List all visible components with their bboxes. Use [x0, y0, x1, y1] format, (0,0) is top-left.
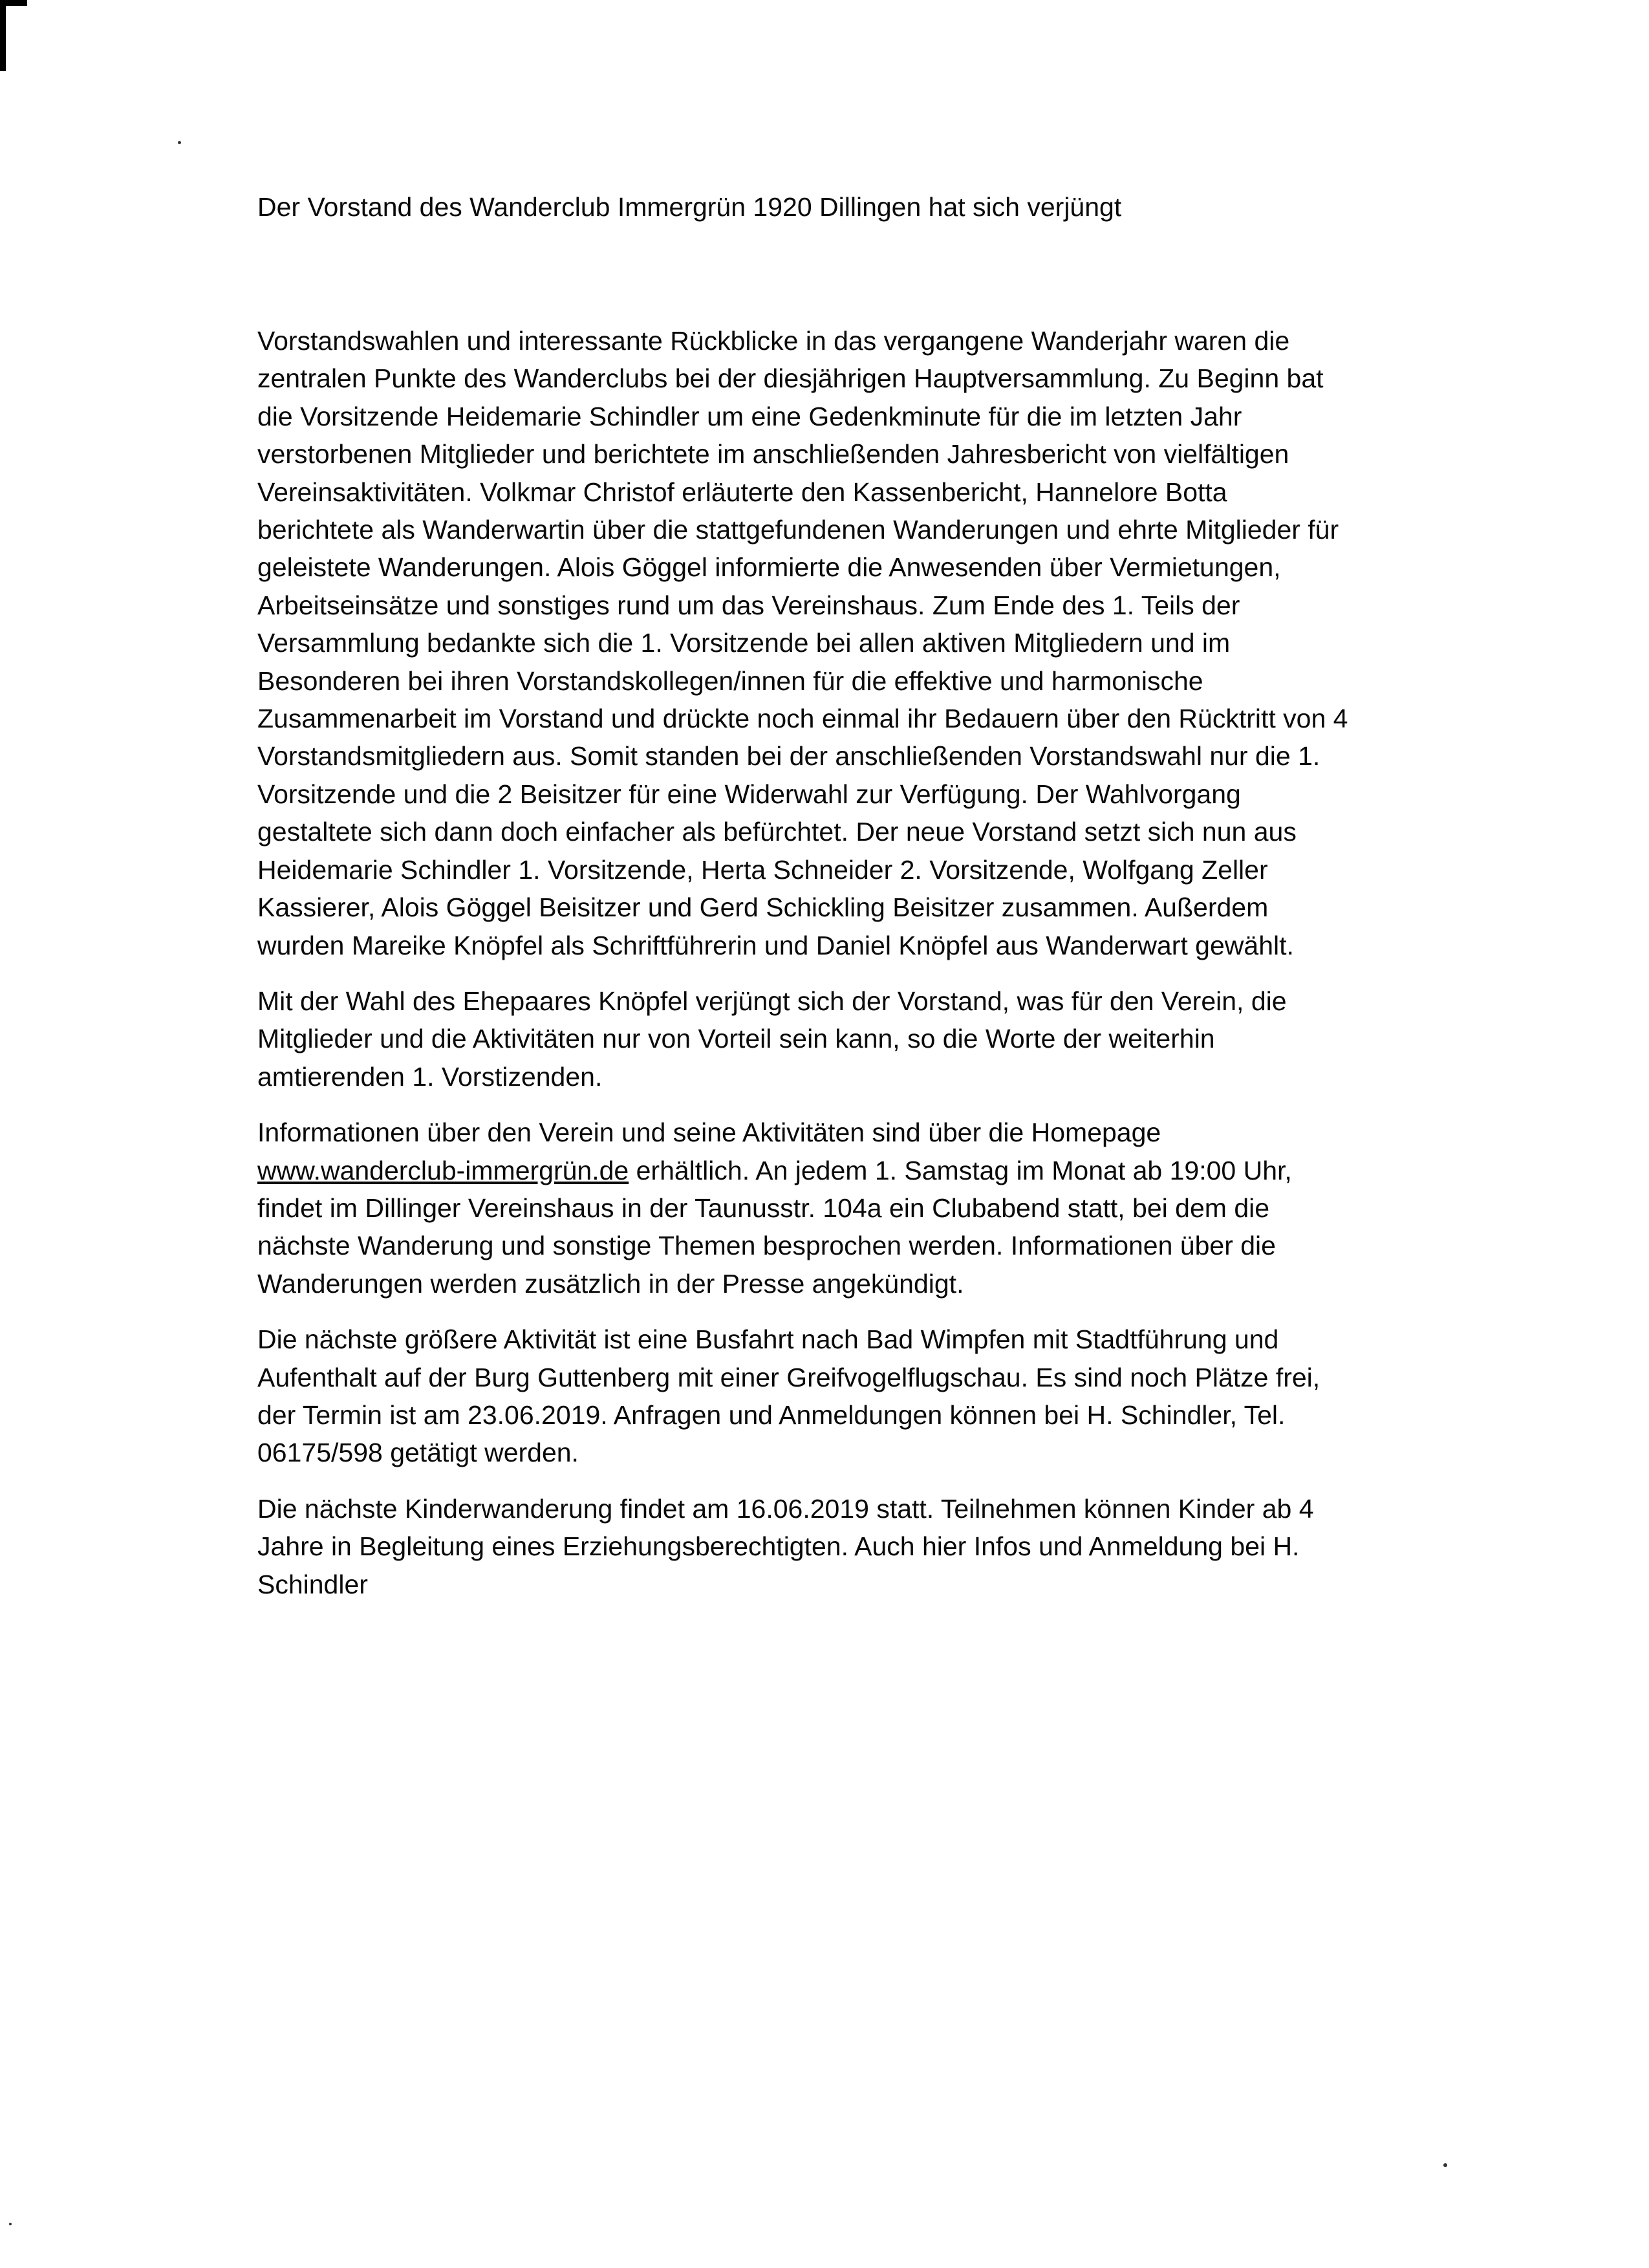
paragraph-club-info	[257, 1114, 1473, 1302]
text-line: Aufenthalt auf der Burg Guttenberg mit einer Greifvogelflugschau. Es sind noch Plätze frei,	[257, 1362, 1320, 1392]
document-title: Der Vorstand des Wanderclub Immergrün 1920 Dillingen hat sich verjüngt	[257, 192, 1122, 222]
text-line: Arbeitseinsätze und sonstiges rund um das Vereinshaus. Zum Ende des 1. Teils der	[257, 590, 1240, 620]
paragraph-bus-trip	[257, 1321, 1473, 1472]
paragraph-kids-hike	[257, 1490, 1473, 1603]
text-line: Informationen über den Verein und seine Aktivitäten sind über die Homepage	[257, 1118, 1161, 1148]
text-line: Mit der Wahl des Ehepaares Knöpfel verjüngt sich der Vorstand, was für den Verein, die	[257, 986, 1287, 1016]
text-line: Vorstandsmitgliedern aus. Somit standen bei der anschließenden Vorstandswahl nur die 1.	[257, 741, 1320, 772]
scan-speck	[9, 2223, 12, 2225]
text-fragment: erhältlich. An jedem 1. Samstag im Monat ab 19:00 Uhr,	[629, 1155, 1292, 1185]
text-line: verstorbenen Mitglieder und berichtete im anschließenden Jahresbericht von vielfältigen	[257, 439, 1289, 470]
text-line: Die nächste Kinderwanderung findet am 16.06.2019 statt. Teilnehmen können Kinder ab 4	[257, 1493, 1314, 1524]
text-line-with-link	[257, 1152, 1473, 1189]
text-line: nächste Wanderung und sonstige Themen besprochen werden. Informationen über die	[257, 1231, 1276, 1261]
text-line: gestaltete sich dann doch einfacher als befürchtet. Der neue Vorstand setzt sich nun aus	[257, 817, 1297, 847]
text-line: Kassierer, Alois Göggel Beisitzer und Gerd Schickling Beisitzer zusammen. Außerdem	[257, 892, 1269, 923]
text-line: Vorsitzende und die 2 Beisitzer für eine Widerwahl zur Verfügung. Der Wahlvorgang	[257, 779, 1241, 809]
text-line: die Vorsitzende Heidemarie Schindler um eine Gedenkminute für die im letzten Jahr	[257, 401, 1242, 431]
text-line: Mitglieder und die Aktivitäten nur von Vorteil sein kann, so die Worte der weiterhin	[257, 1024, 1215, 1054]
paragraph-board-election	[257, 322, 1473, 964]
text-line: Schindler	[257, 1569, 368, 1599]
paragraph-rejuvenation	[257, 982, 1473, 1096]
text-line: Heidemarie Schindler 1. Vorsitzende, Herta Schneider 2. Vorsitzende, Wolfgang Zeller	[257, 854, 1268, 885]
text-line: Vereinsaktivitäten. Volkmar Christof erläuterte den Kassenbericht, Hannelore Botta	[257, 477, 1227, 507]
scan-speck	[1443, 2163, 1447, 2167]
text-line: berichtete als Wanderwartin über die stattgefundenen Wanderungen und ehrte Mitglieder für	[257, 515, 1339, 545]
text-line: Jahre in Begleitung eines Erziehungsberechtigten. Auch hier Infos und Anmeldung bei H.	[257, 1531, 1300, 1562]
text-line: Die nächste größere Aktivität ist eine Busfahrt nach Bad Wimpfen mit Stadtführung und	[257, 1324, 1279, 1355]
text-line: zentralen Punkte des Wanderclubs bei der diesjährigen Hauptversammlung. Zu Beginn bat	[257, 363, 1324, 394]
text-line: amtierenden 1. Vorstizenden.	[257, 1061, 603, 1092]
text-line: geleistete Wanderungen. Alois Göggel informierte die Anwesenden über Vermietungen,	[257, 552, 1281, 583]
text-line: Zusammenarbeit im Vorstand und drückte noch einmal ihr Bedauern über den Rücktritt von 4	[257, 704, 1348, 734]
text-line: Versammlung bedankte sich die 1. Vorsitzende bei allen aktiven Mitgliedern und im	[257, 628, 1231, 658]
text-line: findet im Dillinger Vereinshaus in der Taunusstr. 104a ein Clubabend statt, bei dem die	[257, 1193, 1270, 1223]
homepage-link[interactable]: www.wanderclub-immergrün.de	[257, 1155, 629, 1185]
text-line: 06175/598 getätigt werden.	[257, 1438, 579, 1468]
text-line: Vorstandswahlen und interessante Rückblicke in das vergangene Wanderjahr waren die	[257, 326, 1290, 356]
text-line: der Termin ist am 23.06.2019. Anfragen und Anmeldungen können bei H. Schindler, Tel.	[257, 1399, 1286, 1430]
scan-corner-mark	[0, 0, 27, 71]
text-line: Besonderen bei ihren Vorstandskollegen/innen für die effektive und harmonische	[257, 665, 1203, 696]
text-line: wurden Mareike Knöpfel als Schriftführerin und Daniel Knöpfel aus Wanderwart gewählt.	[257, 930, 1294, 960]
scan-speck	[178, 141, 181, 144]
document-body	[257, 188, 1473, 1621]
text-line: Wanderungen werden zusätzlich in der Presse angekündigt.	[257, 1268, 964, 1299]
